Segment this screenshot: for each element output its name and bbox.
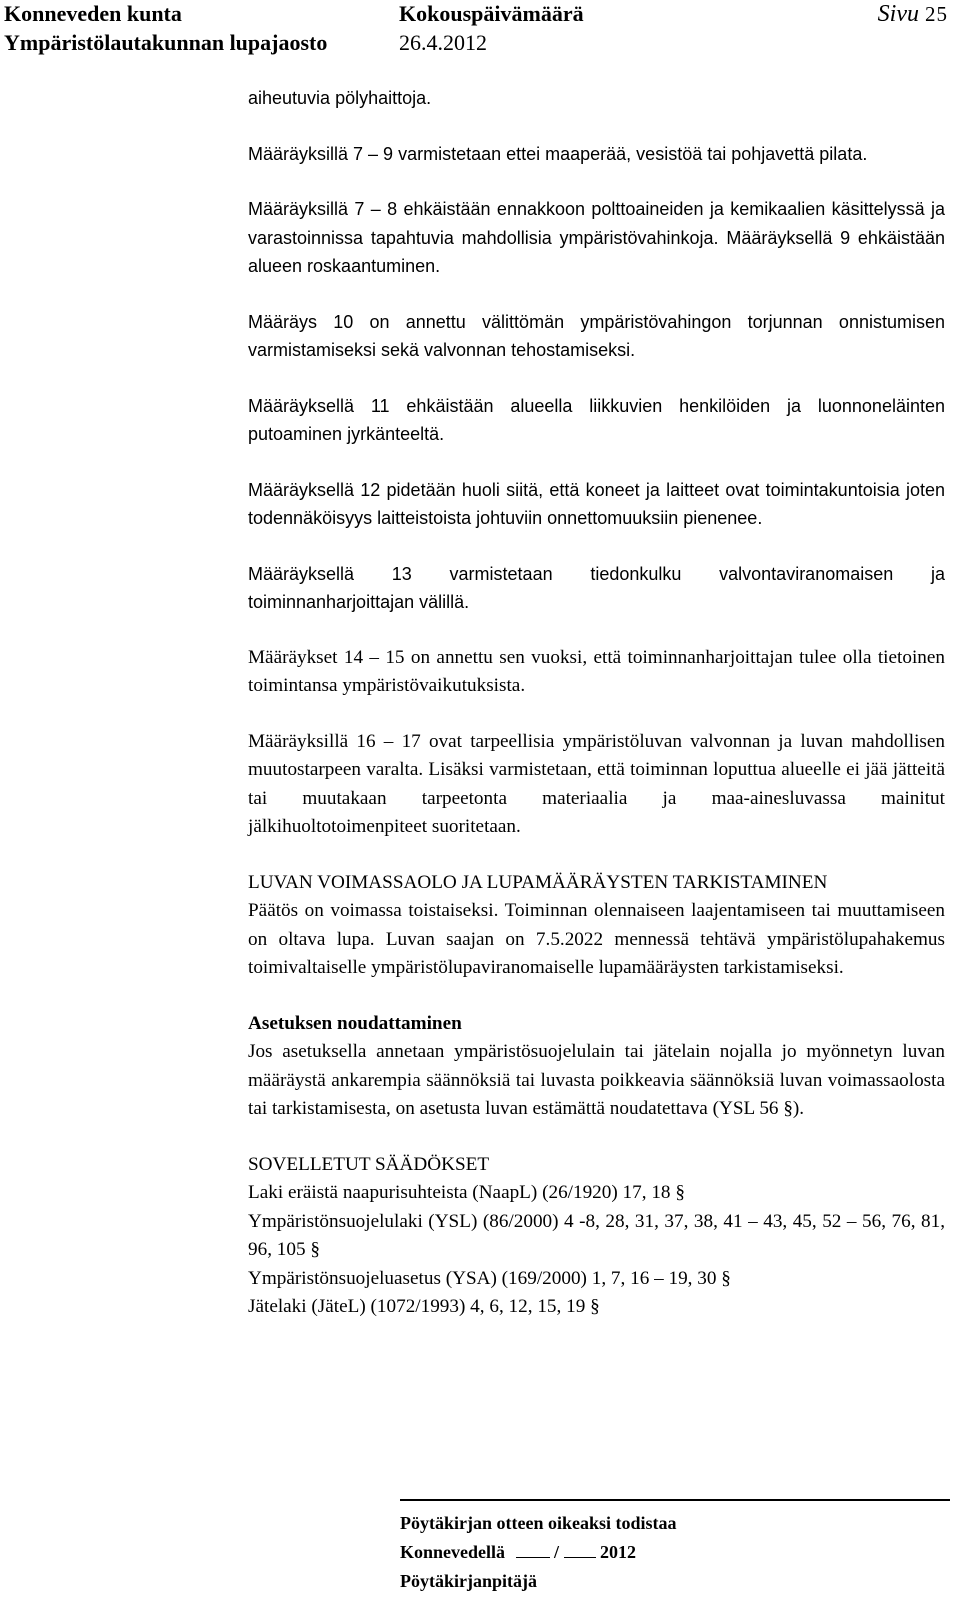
- document-type-label: Kokouspäivämäärä: [399, 1, 584, 26]
- validity-text: Päätös on voimassa toistaiseksi. Toiminnan olennaiseen laajentamiseen tai muuttamiseen on oltava lupa. Luvan saajan on 7.5.2022 mennessä tehtävä ympäristölupahakemus toimivaltaiselle ympäristölupaviranomaiselle lupamääräysten tarkistamiseksi.: [248, 900, 945, 978]
- certification-text: Pöytäkirjan otteen oikeaksi todistaa: [400, 1513, 677, 1533]
- paragraph-regulation-13: Määräyksellä 13 varmistetaan tiedonkulku valvontaviranomaisen ja toiminnanharjoittajan välillä.: [248, 563, 945, 612]
- month-blank: [564, 1541, 596, 1558]
- decree-text: Jos asetuksella annetaan ympäristösuojelulain tai jätelain nojalla jo myönnetyn luvan määräystä ankarempia säännöksiä tai luvasta poikkeavia säännöksiä luvan voimassaolosta tai tarkistamisesta, on asetusta luvan estämättä noudatettava (YSL 56 §).: [248, 1041, 945, 1119]
- organization-name: Konneveden kunta: [4, 1, 182, 26]
- page-number: 25: [925, 2, 948, 26]
- footer-divider: [400, 1499, 950, 1501]
- page-label: Sivu: [877, 1, 919, 27]
- laws-heading: SOVELLETUT SÄÄDÖKSET: [248, 1153, 490, 1175]
- page-footer: [400, 1509, 677, 1596]
- certification-signer: Pöytäkirjanpitäjä: [400, 1571, 537, 1591]
- certification-place: Konnevedellä: [400, 1542, 506, 1562]
- paragraph-regulation-10: Määräys 10 on annettu välittömän ympäristövahingon torjunnan onnistumisen varmistamiseksi sekä valvonnan tehostamiseksi.: [248, 311, 945, 360]
- board-name: Ympäristölautakunnan lupajaosto: [4, 30, 328, 55]
- paragraph-dust: aiheutuvia pölyhaittoja.: [248, 88, 432, 108]
- day-blank: [516, 1541, 550, 1558]
- date-slash: /: [554, 1542, 560, 1562]
- certification-place-date: [400, 1538, 677, 1567]
- meeting-date: 26.4.2012: [399, 30, 487, 55]
- law-item: Laki eräistä naapurisuhteista (NaapL) (26/1920) 17, 18 §: [248, 1182, 685, 1203]
- page-header: [0, 0, 960, 60]
- paragraph-chemicals: Määräyksillä 7 – 8 ehkäistään ennakkoon polttoaineiden ja kemikaalien käsittelyssä ja varastoinnissa tapahtuvia mahdollisia ympäristövahinkoja. Määräyksellä 9 ehkäistään alueen roskaantuminen.: [248, 199, 945, 276]
- law-item: Jätelaki (JäteL) (1072/1993) 4, 6, 12, 15, 19 §: [248, 1296, 600, 1317]
- paragraph-regulation-12: Määräyksellä 12 pidetään huoli siitä, että koneet ja laitteet ovat toimintakuntoisia joten todennäköisyys laitteistoista johtuviin onnettomuuksiin pienenee.: [248, 479, 945, 528]
- paragraph-soil-protection: Määräyksillä 7 – 9 varmistetaan ettei maaperää, vesistöä tai pohjavettä pilata.: [248, 143, 868, 164]
- paragraph-regulation-16-17: Määräyksillä 16 – 17 ovat tarpeellisia ympäristöluvan valvonnan ja luvan mahdollisen muutostarpeen varalta. Lisäksi varmistetaan, että toiminnan loputtua alueelle ei jää jätteitä tai muutakaan tarpeetonta materiaalia ja maa-ainesluvassa mainitut jälkihuoltotoimenpiteet suoritetaan.: [248, 730, 945, 837]
- paragraph-regulation-14-15: Määräykset 14 – 15 on annettu sen vuoksi, että toiminnanharjoittajan tulee olla tietoinen toimintansa ympäristövaikutuksista.: [248, 646, 945, 696]
- document-body: [248, 84, 945, 1322]
- page-indicator: [878, 0, 948, 28]
- law-item: Ympäristönsuojeluasetus (YSA) (169/2000) 1, 7, 16 – 19, 30 §: [248, 1267, 731, 1289]
- law-item: Ympäristönsuojelulaki (YSL) (86/2000) 4 -8, 28, 31, 37, 38, 41 – 43, 45, 52 – 56, 76, 81, 96, 105 §: [248, 1210, 945, 1260]
- paragraph-regulation-11: Määräyksellä 11 ehkäistään alueella liikkuvien henkilöiden ja luonnoneläinten putoaminen jyrkänteeltä.: [248, 395, 945, 444]
- validity-heading: LUVAN VOIMASSAOLO JA LUPAMÄÄRÄYSTEN TARKISTAMINEN: [248, 871, 828, 893]
- decree-heading: Asetuksen noudattaminen: [248, 1012, 462, 1034]
- certification-year: 2012: [600, 1542, 637, 1562]
